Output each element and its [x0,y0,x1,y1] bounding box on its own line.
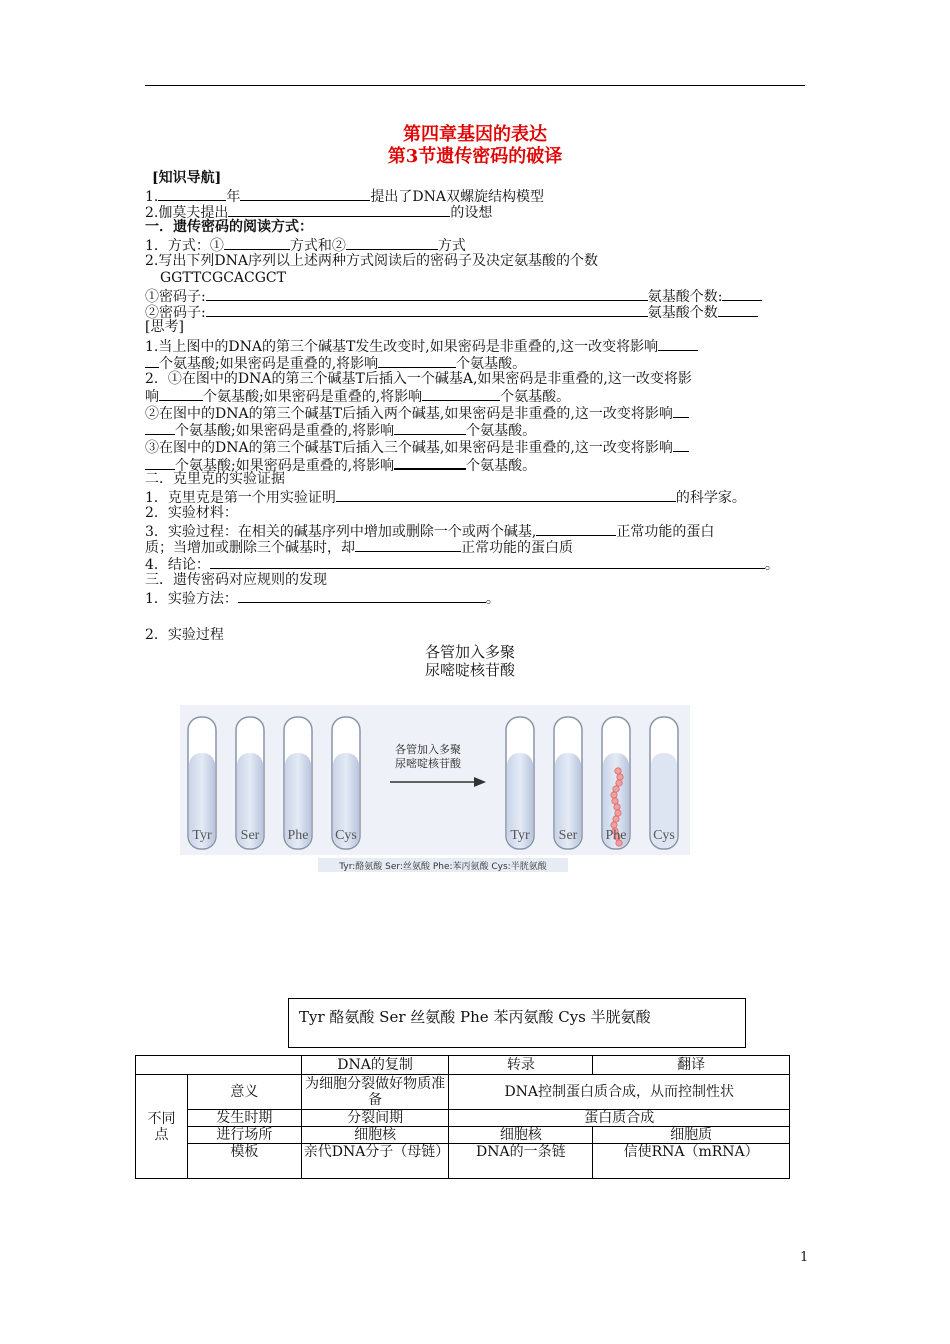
blank [378,354,456,368]
t3-l2b: 个氨基酸。 [466,423,537,439]
codon2-label: ②密码子: [145,305,206,321]
section-3-heading: 三．遗传密码对应规则的发现 [145,572,327,588]
table-row [136,1110,790,1127]
tube-label: Ser [240,828,260,843]
table-header-row [136,1056,790,1075]
s2-i1a: 1．克里克是第一个用实验证明 [145,490,336,506]
tube-after-ser [554,717,582,849]
blank [210,555,765,569]
q2-end: 的设想 [450,205,493,221]
blank [658,337,698,351]
page-number: 1 [800,1250,809,1265]
blank [394,421,466,435]
blank [158,187,226,201]
blank [145,456,175,470]
s3-i1end: 。 [485,591,500,607]
tube-after-phe [602,717,630,849]
section-3-item-1 [145,589,500,608]
tube-label: Ser [558,828,578,843]
blank [355,538,461,552]
codon1-label: ①密码子: [145,289,206,305]
blank [394,455,466,470]
experiment-diagram [180,705,598,875]
section-2-item-2: 2．实验材料： [145,505,238,521]
row-label-template: 模板 [187,1144,301,1179]
t1-l1: 1.当上图中的DNA的第三个碱基T发生改变时,如果密码是非重叠的,这一改变将影响 [145,339,659,355]
dna-sequence: GGTTCGCACGCT [160,270,286,286]
t4-l2a: 个氨基酸;如果密码是重叠的,将影响 [175,458,395,474]
header-replication: DNA的复制 [301,1056,449,1075]
cell-template-translation: 信使RNA（mRNA） [593,1144,790,1179]
section-3-item-2: 2．实验过程 [145,627,224,643]
row-label-meaning: 意义 [187,1075,301,1110]
tubes-figure [180,705,598,875]
tube-before-cys [332,717,360,849]
tube-before-tyr [188,717,216,849]
blank [206,303,648,317]
blank [346,236,438,250]
blank [145,354,159,368]
nav-heading: [知识导航] [152,170,222,186]
tube-label: Phe [287,828,309,843]
t2-l2c: 个氨基酸。 [500,389,571,405]
t1-l2a: 个氨基酸;如果密码是重叠的,将影响 [159,356,379,372]
s2-i3b: 正常功能的蛋白 [616,524,715,540]
chapter-title: 第四章基因的表达 [403,124,547,145]
blank [536,522,616,536]
cell-template-transcription: DNA的一条链 [449,1144,593,1179]
s1-1a: 1．方式：① [145,238,224,254]
think-heading: [思考] [145,319,184,335]
amino-acid-legend-box: Tyr 酪氨酸 Ser 丝氨酸 Phe 苯丙氨酸 Cys 半胱氨酸 [288,998,746,1048]
blank [224,236,290,250]
table-row [136,1127,790,1144]
tube-before-ser [236,717,264,849]
cell-place-transcription: 细胞核 [449,1127,593,1144]
s2-i1b: 的科学家。 [675,490,746,506]
tube-label: Tyr [192,828,212,843]
s3-i1: 1．实验方法： [145,591,238,607]
q2-start: 2.伽莫夫提出 [145,205,229,221]
cell-template-replication: 亲代DNA分子（母链） [301,1144,449,1179]
tubes-figure-right [598,705,690,855]
t2-l2b: 个氨基酸;如果密码是重叠的,将影响 [203,389,423,405]
cell-time-merged: 蛋白质合成 [449,1110,790,1127]
q1-num: 1. [145,189,159,205]
section-1-heading: 一．遗传密码的阅读方式： [145,219,313,235]
q1-end: 提出了DNA双螺旋结构模型 [370,189,544,205]
caption-line-1: 各管加入多聚 [424,643,515,661]
group-label: 不同点 [136,1075,188,1179]
blank [422,387,500,401]
cell-time-replication: 分裂间期 [301,1110,449,1127]
t3-l1: ②在图中的DNA的第三个碱基T后插入两个碱基,如果密码是非重叠的,这一改变将影响 [145,406,673,422]
cell-place-replication: 细胞核 [301,1127,449,1144]
q1-mid: 年 [226,189,241,205]
blank [718,303,758,317]
tube-after-cys [650,717,678,849]
cell-meaning-merged: DNA控制蛋白质合成，从而控制性状 [449,1075,790,1110]
header-transcription: 转录 [449,1056,593,1075]
tube-after-tyr [506,717,534,849]
row-label-time: 发生时期 [187,1110,301,1127]
t3-l2a: 个氨基酸;如果密码是重叠的,将影响 [175,423,395,439]
s1-1b: 方式和② [289,238,346,254]
section-title: 第3节遗传密码的破译 [387,146,563,167]
experiment-diagram-right [598,705,690,855]
tube-label: Tyr [510,828,530,843]
cell-meaning-replication: 为细胞分裂做好物质准备 [301,1075,449,1110]
t4-l1: ③在图中的DNA的第三个碱基T后插入三个碱基,如果密码是非重叠的,这一改变将影响 [145,440,673,456]
header-translation: 翻译 [593,1056,790,1075]
s1-1c: 方式 [437,238,466,254]
codon1-tail: 氨基酸个数: [647,289,723,305]
section-1-item-2: 2.写出下列DNA序列以上述两种方式阅读后的密码子及决定氨基酸的个数 [145,253,598,269]
comparison-table [135,1055,790,1179]
table-row [136,1144,790,1179]
arrow-label-1: 各管加入多聚 [395,743,461,756]
table-row [136,1075,790,1110]
s2-i3c: 质；当增加或删除三个碱基时，却 [145,540,355,556]
blank [206,287,648,301]
codon2-tail: 氨基酸个数 [647,305,718,321]
s2-i4end: 。 [764,557,779,573]
codon-line-2 [145,303,758,322]
table-corner [136,1056,302,1075]
header-rule [145,85,805,86]
row-label-place: 进行场所 [187,1127,301,1144]
blank [336,488,676,502]
section-2-heading: 二．克里克的实验证据 [145,471,285,487]
s2-i3d: 正常功能的蛋白质 [461,540,573,556]
s2-i3a: 3．实验过程：在相关的碱基序列中增加或删除一个或两个碱基, [145,524,537,540]
cell-place-translation: 细胞质 [593,1127,790,1144]
blank [673,438,689,452]
tube-label: Phe [605,828,627,843]
blank [722,287,762,301]
t4-l2b: 个氨基酸。 [466,458,537,474]
diagram-legend: Tyr:酪氨酸 Ser:丝氨酸 Phe:苯丙氨酸 Cys:半胱氨酸 [339,862,547,872]
blank [238,589,486,603]
arrow-label-2: 尿嘧啶核苷酸 [395,757,461,770]
caption-line-2: 尿嘧啶核苷酸 [424,661,515,679]
blank [240,187,370,201]
blank [159,387,203,401]
blank [145,421,175,435]
blank [228,203,450,217]
t1-l2b: 个氨基酸。 [456,356,527,372]
think-2-line-1: 2．①在图中的DNA的第三个碱基T后插入一个碱基A,如果密码是非重叠的,这一改变将影 [145,371,692,387]
blank [673,404,689,418]
t2-l2a: 响 [145,389,159,405]
s2-i4: 4．结论： [145,557,210,573]
tube-before-phe [284,717,312,849]
tube-label: Cys [653,828,675,843]
tube-label: Cys [335,828,357,843]
